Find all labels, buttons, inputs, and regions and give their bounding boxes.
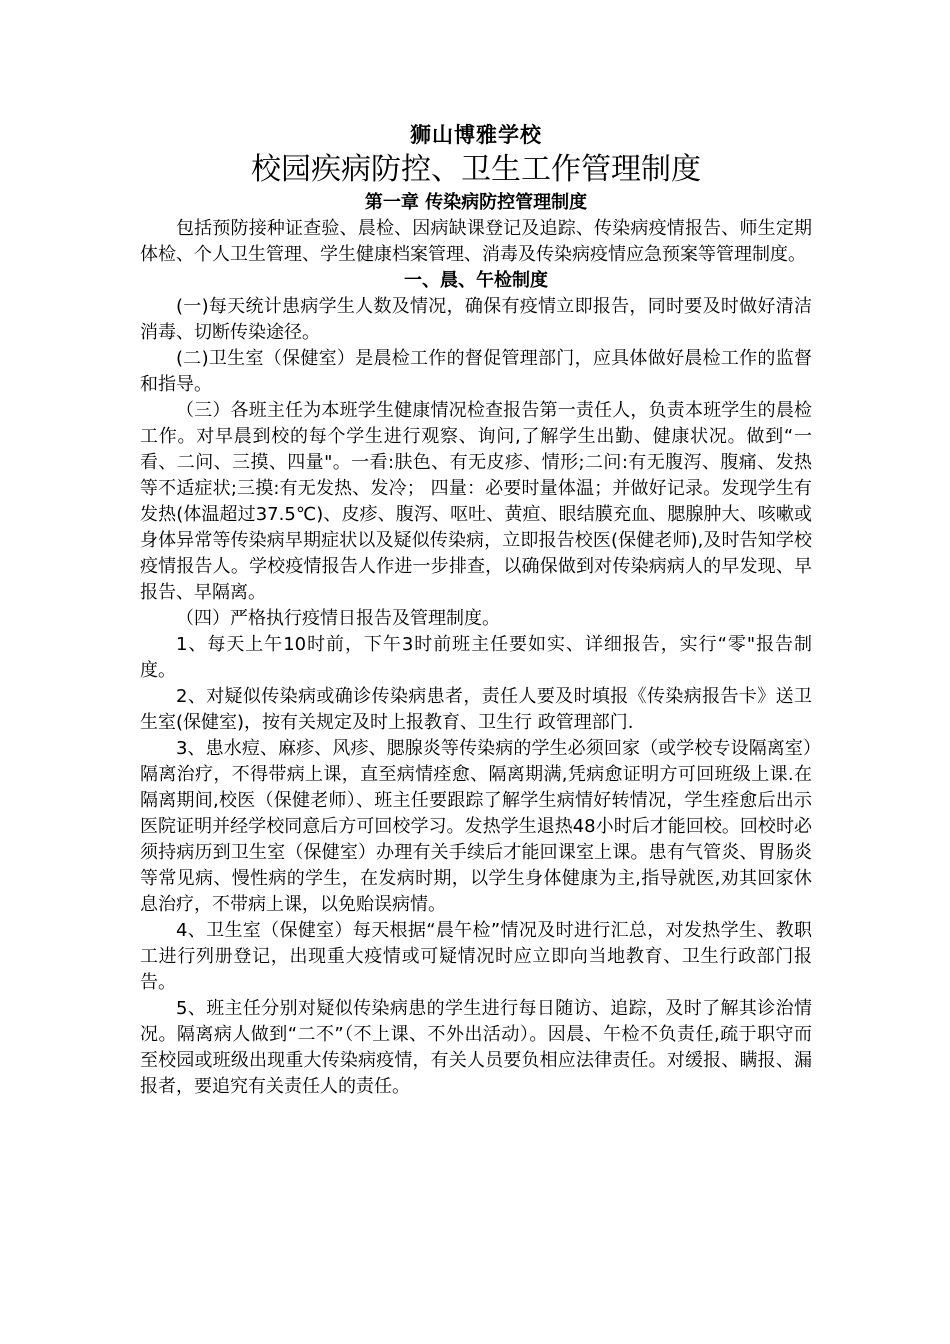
paragraph-8: 4、卫生室（保健室）每天根据“晨午检”情况及时进行汇总，对发热学生、教职工进行列册登记，出现重大疫情或可疑情况时应立即向当地教育、卫生行政部门报告。	[140, 920, 812, 993]
paragraph-3: （三）各班主任为本班学生健康情况检查报告第一责任人，负责本班学生的晨检工作。对早晨到校的每个学生进行观察、询问,了解学生出勤、健康状况。做到“一看、二问、三摸、四量"。一看:肤色、有无皮疹、情形;二问:有无腹泻、腹痛、发热等不适症状;三摸:有无发热、发冷； 四量：必要时量体温；并做好记录。发现学生有发热(体温超过37.5℃)、皮疹、腹泻、呕吐、黄疸、眼结膜充血、腮腺肿大、咳嗽或身体异常等传染病早期症状以及疑似传染病，立即报告校医(保健老师),及时告知学校疫情报告人。学校疫情报告人作进一步排查，以确保做到对传染病病人的早发现、早报告、早隔离。	[140, 400, 812, 603]
document-title: 校园疾病防控、卫生工作管理制度	[251, 152, 701, 187]
intro-paragraph: 包括预防接种证查验、晨检、因病缺课登记及追踪、传染病疫情报告、师生定期体检、个人卫生管理、学生健康档案管理、消毒及传染病疫情应急预案等管理制度。	[140, 218, 812, 265]
paragraph-5: 1、每天上午10时前，下午3时前班主任要如实、详细报告，实行“零"报告制度。	[140, 634, 812, 681]
paragraph-4: （四）严格执行疫情日报告及管理制度。	[176, 608, 500, 629]
school-name: 狮山博雅学校	[410, 123, 542, 147]
paragraph-9: 5、班主任分别对疑似传染病患的学生进行每日随访、追踪，及时了解其诊治情况。隔离病人做到“二不”（不上课、不外出活动）。因晨、午检不负责任,疏于职守而至校园或班级出现重大传染病疫情，有关人员要负相应法律责任。对缓报、瞒报、漏报者，要追究有关责任人的责任。	[140, 998, 812, 1097]
paragraph-7: 3、患水痘、麻疹、风疹、腮腺炎等传染病的学生必须回家（或学校专设隔离室）隔离治疗，不得带病上课，直至病情痊愈、隔离期满,凭病愈证明方可回班级上课.在隔离期间,校医（保健老师）、班主任要跟踪了解学生病情好转情况，学生痊愈后出示医院证明并经学校同意后方可回校学习。发热学生退热48小时后才能回校。回校时必须持病历到卫生室（保健室）办理有关手续后才能回课室上课。患有气管炎、胃肠炎等常见病、慢性病的学生，在发病时期，以学生身体健康为主,指导就医,劝其回家休息治疗，不带病上课，以免贻误病情。	[140, 738, 812, 915]
document-page	[140, 120, 812, 1100]
section-heading: 一、晨、午检制度	[404, 270, 548, 291]
paragraph-2: (二)卫生室（保健室）是晨检工作的督促管理部门，应具体做好晨检工作的监督和指导。	[140, 348, 812, 395]
paragraph-6: 2、对疑似传染病或确诊传染病患者，责任人要及时填报《传染病报告卡》送卫生室(保健室)，按有关规定及时上报教育、卫生行 政管理部门.	[140, 686, 812, 733]
paragraph-1: (一)每天统计患病学生人数及情况，确保有疫情立即报告，同时要及时做好清洁消毒、切断传染途径。	[140, 296, 812, 343]
chapter-heading: 第一章 传染病防控管理制度	[364, 192, 588, 213]
